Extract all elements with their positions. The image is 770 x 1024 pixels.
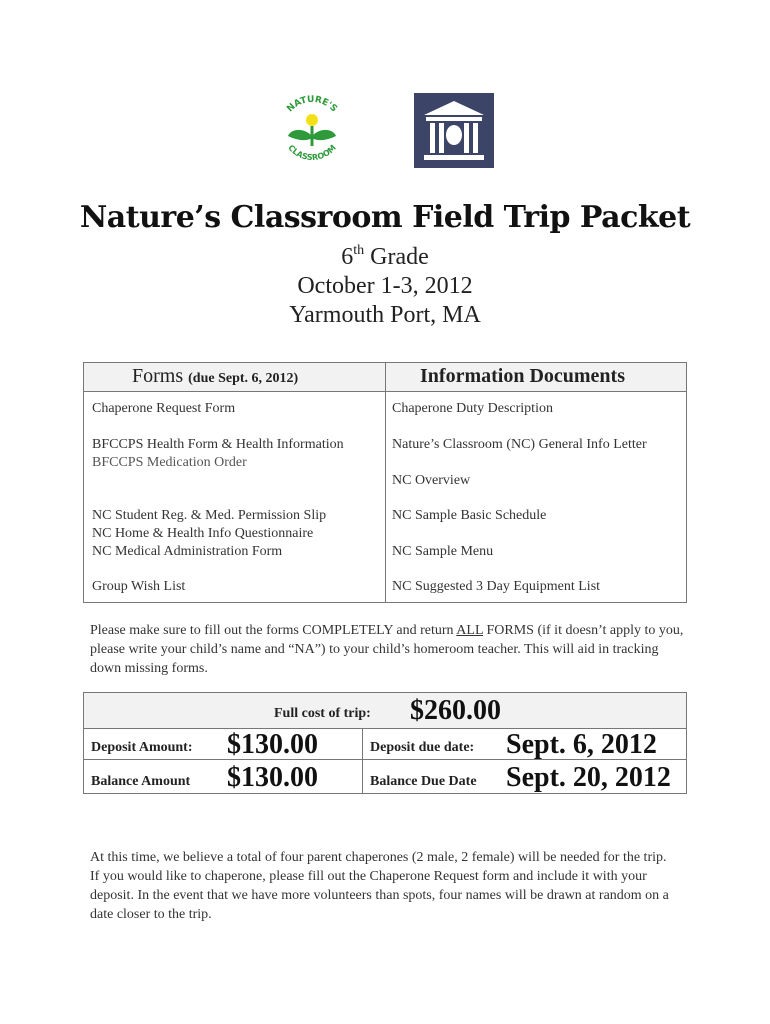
document-item: NC Suggested 3 Day Equipment List	[392, 579, 601, 594]
page-title: Nature’s Classroom Field Trip Packet	[79, 200, 691, 235]
deposit-amount-label: Deposit Amount:	[91, 740, 193, 755]
balance-amount-value: $130.00	[227, 762, 318, 793]
document-item: Chaperone Duty Description	[392, 401, 553, 416]
form-item: NC Student Reg. & Med. Permission Slip	[92, 508, 327, 523]
full-cost-row	[84, 693, 686, 729]
document-item: NC Sample Basic Schedule	[392, 508, 547, 523]
instructions-paragraph: Please make sure to fill out the forms COMPLETELY and return ALL FORMS (if it doesn’t apply to you, please write your child’s name and “NA”) to your child’s homeroom teacher. This will aid in tracking down missing forms.	[90, 623, 684, 676]
cost-table	[83, 692, 687, 794]
chaperones-paragraph: At this time, we believe a total of four parent chaperones (2 male, 2 female) will be needed for the trip. If you would like to chaperone, please fill out the Chaperone Request form and include it with your deposit. In the event that we have more volunteers than spots, four names will be drawn at random on a date closer to the trip.	[90, 850, 669, 922]
grade-line: 6th Grade	[341, 243, 429, 270]
deposit-due-label: Deposit due date:	[370, 740, 475, 755]
form-item: NC Medical Administration Form	[92, 544, 283, 559]
forms-header: Forms (due Sept. 6, 2012)	[132, 365, 299, 387]
svg-text:NATURE'S: NATURE'S	[285, 94, 339, 115]
form-item: Group Wish List	[92, 579, 186, 594]
school-building-logo	[414, 93, 494, 168]
full-cost-value: $260.00	[410, 695, 501, 726]
forms-documents-table	[83, 362, 687, 603]
svg-text:CLASSROOM: CLASSROOM	[286, 143, 338, 163]
deposit-due-value: Sept. 6, 2012	[506, 729, 657, 760]
deposit-amount-value: $130.00	[227, 729, 318, 760]
balance-amount-label: Balance Amount	[91, 774, 191, 789]
full-cost-label: Full cost of trip:	[274, 706, 371, 721]
natures-classroom-logo	[272, 90, 352, 170]
info-documents-header: Information Documents	[420, 365, 625, 387]
balance-due-value: Sept. 20, 2012	[506, 762, 671, 793]
trip-dates: October 1-3, 2012	[297, 273, 473, 299]
form-item: Chaperone Request Form	[92, 401, 236, 416]
balance-due-label: Balance Due Date	[370, 774, 477, 789]
form-item: BFCCPS Medication Order	[92, 455, 247, 470]
form-item: BFCCPS Health Form & Health Information	[92, 437, 344, 452]
document-item: NC Sample Menu	[392, 544, 494, 559]
document-item: Nature’s Classroom (NC) General Info Letter	[392, 437, 647, 452]
trip-location: Yarmouth Port, MA	[289, 302, 481, 328]
form-item: NC Home & Health Info Questionnaire	[92, 526, 314, 541]
document-item: NC Overview	[392, 473, 471, 488]
